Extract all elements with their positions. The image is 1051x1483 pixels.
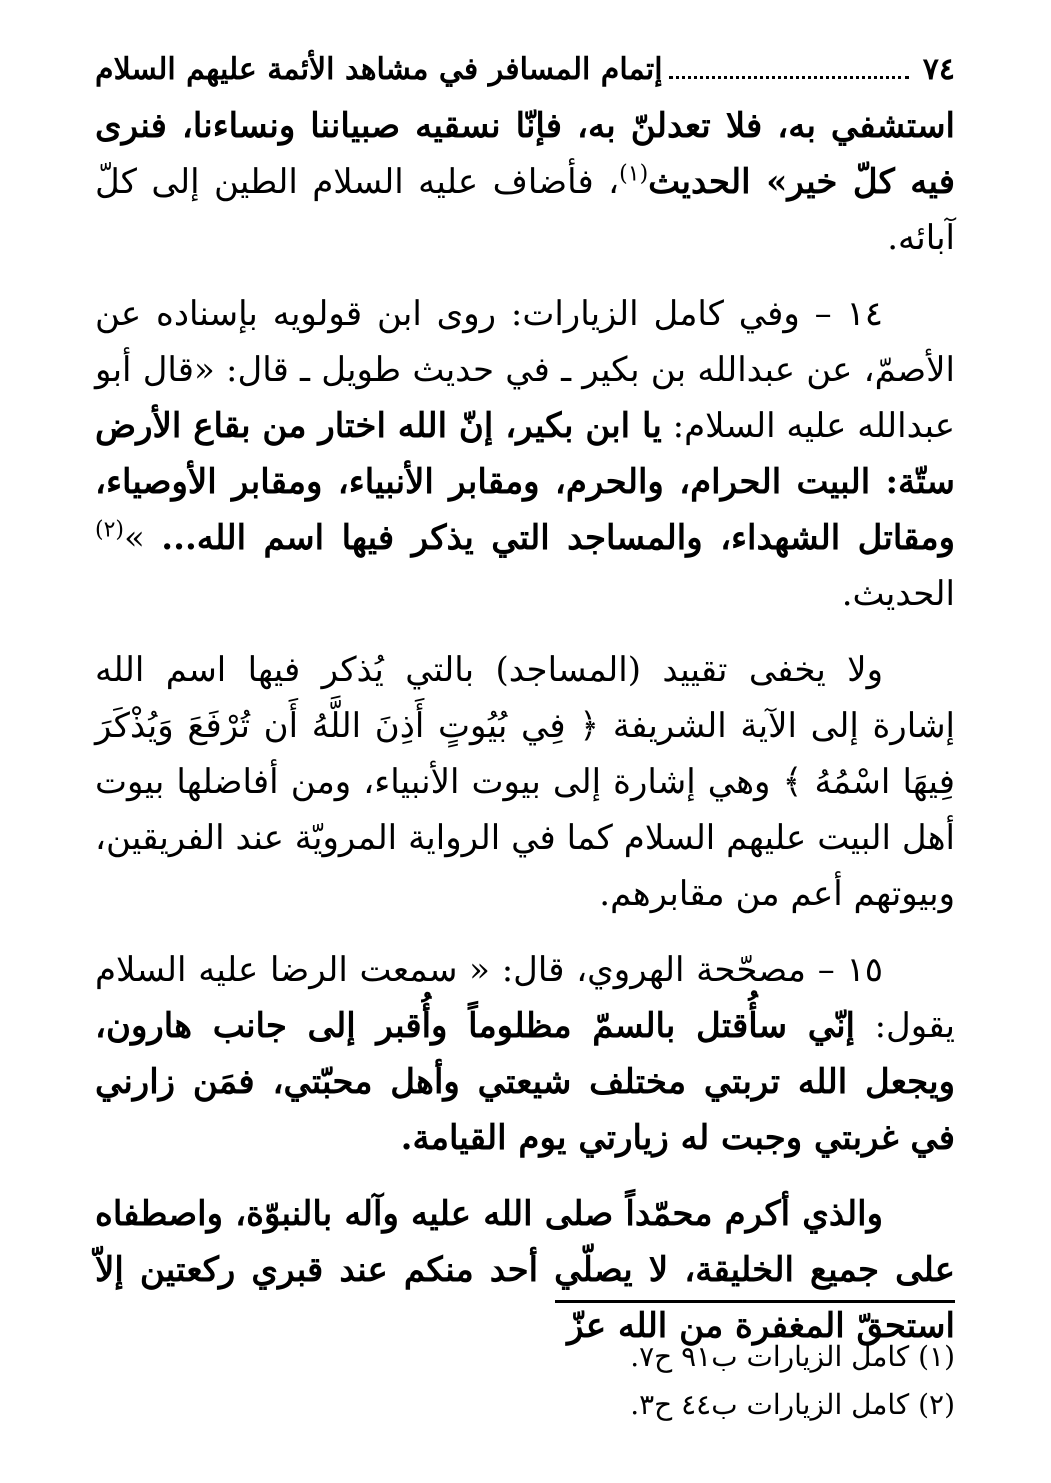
book-page bbox=[95, 48, 955, 1448]
footnote-divider bbox=[555, 1300, 955, 1303]
paragraph-4 bbox=[95, 942, 955, 1166]
paragraph-1-text: استشفي به، فلا تعدلنّ به، فإنّا نسقيه صبياننا ونساءنا، فنرى فيه كلّ خير» الحديث bbox=[95, 106, 955, 202]
footnote-ref-2: (٢) bbox=[95, 517, 125, 543]
paragraph-2-quote: يا ابن بكير، إنّ الله اختار من بقاع الأرض ستّة: البيت الحرام، والحرم، ومقابر الأنبياء، ومقابر الأوصياء، ومقاتل الشهداء، والمساجد التي يذكر فيها اسم الله... bbox=[95, 406, 956, 558]
footnote-1: (١) كامل الزيارات ب٩١ ح٧. bbox=[630, 1340, 955, 1373]
paragraph-1-tail: ، فأضاف عليه السلام الطين إلى كلّ آبائه. bbox=[95, 162, 955, 258]
paragraph-5 bbox=[95, 1186, 955, 1354]
footnotes bbox=[95, 1333, 955, 1429]
paragraph-1 bbox=[95, 98, 955, 266]
running-header bbox=[95, 48, 955, 98]
paragraph-4-quote: إنّي سأُقتل بالسمّ مظلوماً وأُقبر إلى جانب هارون، ويجعل الله تربتي مختلف شيعتي وأهل محبّتي، فمَن زارني في غربتي وجبت له زيارتي يوم القيامة. bbox=[95, 1006, 955, 1158]
paragraph-3-text: ولا يخفى تقييد (المساجد) بالتي يُذكر فيها اسم الله إشارة إلى الآية الشريفة ﴿ فِي بُيُوتٍ أَذِنَ اللَّهُ أَن تُرْفَعَ وَيُذْكَرَ فِيهَا اسْمُهُ ﴾ وهي إشارة إلى بيوت الأنبياء، ومن أفاضلها بيوت أهل البيت عليهم السلام كما في الرواية المرويّة عند الفريقين، وبيوتهم أعم من مقابرهم. bbox=[95, 650, 955, 914]
dotted-leader bbox=[669, 48, 909, 79]
footnote-2: (٢) كامل الزيارات ب٤٤ ح٣. bbox=[630, 1388, 955, 1421]
paragraph-2 bbox=[95, 286, 955, 622]
footnote-ref-1: (١) bbox=[619, 161, 649, 187]
page-number: ٧٤ bbox=[922, 52, 955, 87]
book-title: إتمام المسافر في مشاهد الأئمة عليهم السلام bbox=[95, 52, 663, 87]
paragraph-5-text: والذي أكرم محمّداً صلى الله عليه وآله بالنبوّة، واصطفاه على جميع الخليقة، لا يصلّي أحد منكم عند قبري ركعتين إلاّ استحقّ المغفرة من الله عزّ bbox=[95, 1194, 955, 1346]
paragraph-2-close: » bbox=[124, 518, 162, 558]
paragraph-2-tail: الحديث. bbox=[841, 574, 955, 614]
paragraph-4-intro: ١٥ – مصحّحة الهروي، قال: « سمعت الرضا عليه السلام يقول: bbox=[95, 950, 955, 1046]
paragraph-3 bbox=[95, 642, 955, 922]
paragraph-2-intro: ١٤ – وفي كامل الزيارات: روى ابن قولويه بإسناده عن الأصمّ، عن عبدالله بن بكير ـ في حديث طويل ـ قال: «قال أبو عبدالله عليه السلام: bbox=[95, 294, 955, 446]
